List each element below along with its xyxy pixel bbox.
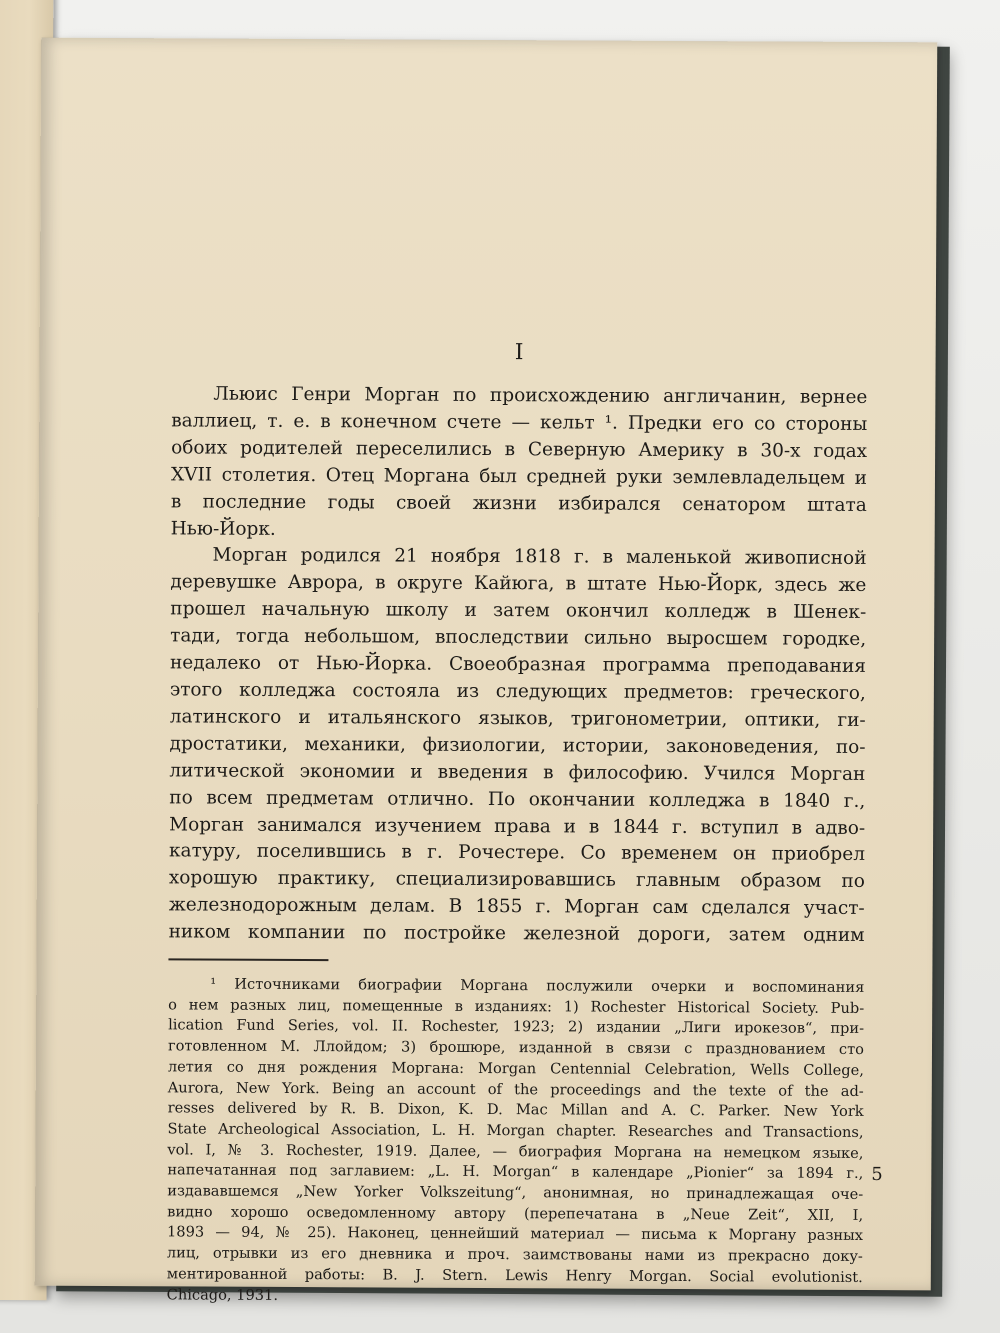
body-line: Нью-Йорк. [170, 517, 276, 540]
footnote-line: Chicago, 1931. [166, 1285, 279, 1304]
body-line: обоих родителей переселились в Северную Америку в 30-х годах [171, 437, 868, 462]
footnote-line: летия со дня рождения Моргана: Morgan Centennial Celebration, Wells College, [167, 1058, 864, 1079]
body-line: катуру, поселившись в г. Рочестере. Со временем он приобрел [168, 840, 866, 866]
footnote-line: 1893 — 94, № 25). Наконец, ценнейший материал — письма к Моргану разных [166, 1223, 864, 1245]
body-line: валлиец, т. е. в конечном счете — кельт ¹. Предки его со стороны [171, 410, 868, 435]
book-page [35, 38, 938, 1304]
body-line: прошел начальную школу и затем окончил колледж в Шенек- [170, 598, 867, 624]
footnote-line: готовленном М. Ллойдом; 3) брошюре, изданной в связи с празднованием сто [167, 1037, 865, 1059]
footnote [167, 974, 865, 1309]
footnote-divider [168, 958, 328, 961]
body-line: этого колледжа состояла из следующих предметов: греческого, [169, 679, 866, 704]
chapter-numeral: I [514, 340, 525, 366]
body-line: Льюис Генри Морган по происхождению англичанин, вернее [213, 383, 868, 408]
body-line: дростатики, механики, физиологии, истории, законоведения, по- [169, 733, 866, 758]
footnote-line: напечатанная под заглавием: „L. H. Morgan“ в календаре „Pionier“ за 1894 г., [167, 1161, 864, 1183]
footnote-line: видно хорошо осведомленному автору (перепечатана в „Neue Zeit“, XII, I, [167, 1203, 864, 1224]
page-number: 5 [871, 1164, 883, 1186]
body-text [169, 381, 868, 950]
footnote-line: vol. I, № 3. Rochester, 1919. Далее, — биография Моргана на немецком языке, [167, 1140, 864, 1162]
body-line: недалеко от Нью-Йорка. Своеобразная программа преподавания [169, 652, 867, 678]
footnote-line: ¹ Источниками биографии Моргана послужили очерки и воспоминания [210, 975, 865, 997]
body-line: по всем предметам отлично. По окончании колледжа в 1840 г., [169, 786, 866, 812]
footnote-line: издававшемся „New Yorker Volkszeitung“, анонимная, но принадлежащая оче- [167, 1182, 864, 1204]
body-line: XVII столетия. Отец Моргана был средней руки землевладельцем и [170, 464, 868, 489]
body-line: хорошую практику, специализировавшись главным образом по [168, 867, 865, 893]
body-line: тади, тогда небольшом, впоследствии сильно выросшем городке, [170, 625, 867, 651]
body-line: железнодорожным делам. В 1855 г. Морган сам сделался участ- [168, 894, 865, 920]
footnote-line: State Archeological Association, L. H. Morgan chapter. Researches and Transactions, [167, 1120, 864, 1141]
page-text-block [167, 338, 868, 1309]
body-line: ником компании по постройке железной дороги, затем одним [168, 921, 865, 947]
body-line: в последние годы своей жизни избирался сенатором штата [170, 490, 867, 516]
footnote-line: Aurora, New York. Being an account of the proceedings and the texte of the ad- [167, 1078, 864, 1100]
footnote-line: о нем разных лиц, помещенные в изданиях: 1) Rochester Historical Society. Pub- [168, 996, 865, 1017]
body-line: Морган родился 21 ноября 1818 г. в маленькой живописной [212, 545, 867, 570]
body-line: латинского и итальянского языков, тригонометрии, оптики, ги- [169, 706, 866, 731]
footnote-line: lication Fund Series, vol. II. Rochester, 1923; 2) издании „Лиги ирокезов“, при- [168, 1016, 865, 1038]
footnote-line: лиц, отрывки из его дневника и проч. заимствованы нами из прекрасно доку- [166, 1244, 863, 1266]
body-line: Морган занимался изучением права и в 1844 г. вступил в адво- [169, 813, 866, 839]
body-line: литической экономии и введения в философию. Учился Морган [169, 760, 866, 785]
footnote-line: resses delivered by R. B. Dixon, K. D. Mac Millan and A. C. Parker. New York [167, 1099, 864, 1121]
body-line: деревушке Аврора, в округе Кайюга, в штате Нью-Йорк, здесь же [170, 571, 867, 597]
footnote-line: ментированной работы: B. J. Stern. Lewis Henry Morgan. Social evolutionist. [166, 1265, 863, 1286]
